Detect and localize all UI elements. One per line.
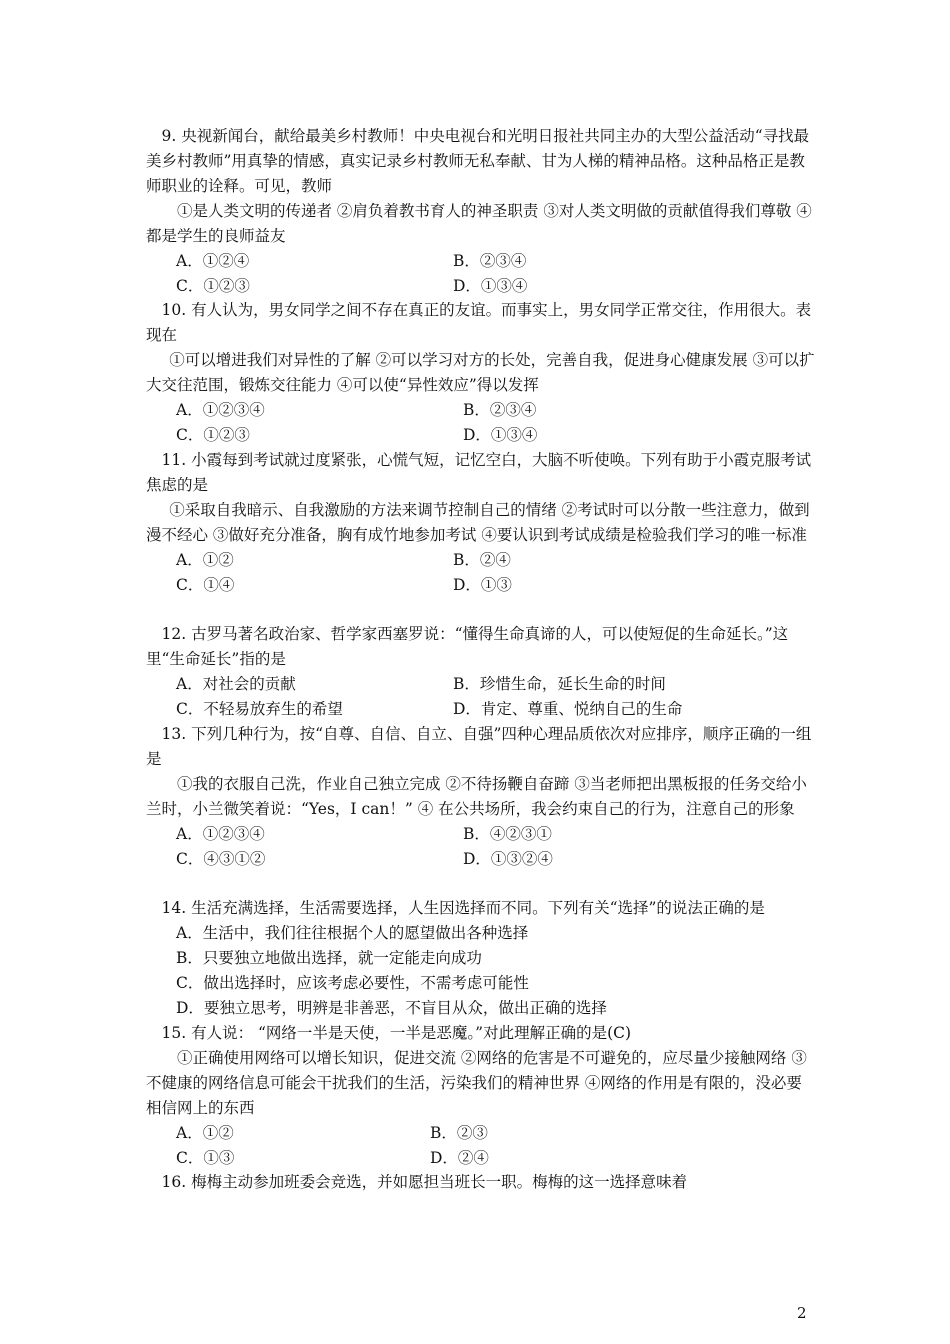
question-stem: 13. 下列几种行为，按“自尊、自信、自立、自强”四种心理品质依次对应排序，顺序正确的一组是	[146, 725, 812, 768]
option-c: C．不轻易放弃生的希望	[176, 700, 343, 718]
option-b: B．②③④	[463, 401, 537, 419]
option-a: A．①②	[176, 551, 234, 569]
question-stem: 9. 央视新闻台，献给最美乡村教师！中央电视台和光明日报社共同主办的大型公益活动“寻找最美乡村教师”用真挚的情感，真实记录乡村教师无私奉献、甘为人梯的精神品格。这种品格正是教师职业的诠释。可见，教师	[146, 127, 810, 195]
question-statements: ①正确使用网络可以增长知识，促进交流 ②网络的危害是不可避免的，应尽量少接触网络 ③不健康的网络信息可能会干扰我们的生活，污染我们的精神世界 ④网络的作用是有限的，没必要相信网上的东西	[146, 1049, 807, 1117]
option-c: C．①④	[176, 576, 235, 594]
option-d: D．要独立思考，明辨是非善恶，不盲目从众，做出正确的选择	[176, 999, 607, 1017]
options	[176, 822, 816, 872]
question-13	[146, 722, 816, 872]
option-a: A．①②	[176, 1124, 234, 1142]
options	[176, 398, 816, 448]
option-d: D．①③④	[463, 426, 538, 444]
option-a: A．生活中，我们往往根据个人的愿望做出各种选择	[176, 924, 529, 942]
option-c: C．做出选择时，应该考虑必要性，不需考虑可能性	[176, 974, 529, 992]
options	[176, 1121, 816, 1171]
option-d: D．①③	[453, 576, 512, 594]
question-statements: ①采取自我暗示、自我激励的方法来调节控制自己的情绪 ②考试时可以分散一些注意力，做到漫不经心 ③做好充分准备，胸有成竹地参加考试 ④要认识到考试成绩是检验我们学习的唯一标准	[146, 501, 810, 544]
question-stem: 16. 梅梅主动参加班委会竞选，并如愿担当班长一职。梅梅的这一选择意味着	[161, 1173, 688, 1191]
question-11	[146, 448, 816, 598]
question-16	[146, 1170, 816, 1195]
question-stem: 14. 生活充满选择，生活需要选择，人生因选择而不同。下列有关“选择”的说法正确的是	[161, 899, 765, 917]
question-stem: 12. 古罗马著名政治家、哲学家西塞罗说：“懂得生命真谛的人，可以使短促的生命延长。”这里“生命延长”指的是	[146, 625, 789, 668]
option-b: B．只要独立地做出选择，就一定能走向成功	[176, 949, 482, 967]
options	[176, 921, 816, 1021]
option-d: D．①③④	[453, 277, 528, 295]
option-a: A．①②③④	[176, 825, 265, 843]
options	[176, 672, 816, 722]
question-stem: 15. 有人说： “网络一半是天使，一半是恶魔。”对此理解正确的是(C)	[161, 1024, 632, 1042]
options	[176, 548, 816, 598]
option-d: D．①③②④	[463, 850, 553, 868]
option-b: B．②③④	[453, 252, 527, 270]
option-c: C．①②③	[176, 426, 250, 444]
option-b: B．②③	[430, 1124, 488, 1142]
option-b: B．珍惜生命，延长生命的时间	[453, 675, 666, 693]
question-statements: ①可以增进我们对异性的了解 ②可以学习对方的长处，完善自我，促进身心健康发展 ③可以扩大交往范围，锻炼交往能力 ④可以使“异性效应”得以发挥	[146, 351, 815, 394]
option-b: B．④②③①	[463, 825, 552, 843]
question-statements: ①是人类文明的传递者 ②肩负着教书育人的神圣职责 ③对人类文明做的贡献值得我们尊敬 ④都是学生的良师益友	[146, 202, 812, 245]
option-c: C．①②③	[176, 277, 250, 295]
option-d: D．②④	[430, 1149, 489, 1167]
question-10	[146, 298, 816, 448]
option-c: C．④③①②	[176, 850, 266, 868]
page-number: 2	[797, 1304, 807, 1322]
option-c: C．①③	[176, 1149, 235, 1167]
option-b: B．②④	[453, 551, 511, 569]
option-d: D．肯定、尊重、悦纳自己的生命	[453, 700, 683, 718]
question-15	[146, 1021, 816, 1171]
question-statements: ①我的衣服自己洗，作业自己独立完成 ②不待扬鞭自奋蹄 ③当老师把出黑板报的任务交给小兰时，小兰微笑着说：“Yes，I can！” ④ 在公共场所，我会约束自己的行为，注意自己的形象	[146, 775, 807, 818]
option-a: A．①②③④	[176, 401, 265, 419]
question-stem: 11. 小霞每到考试就过度紧张，心慌气短，记忆空白，大脑不听使唤。下列有助于小霞克服考试焦虑的是	[146, 451, 812, 494]
question-14	[146, 896, 816, 1021]
option-a: A．①②④	[176, 252, 250, 270]
options	[176, 249, 816, 299]
question-9	[146, 124, 816, 299]
question-stem: 10. 有人认为，男女同学之间不存在真正的友谊。而事实上，男女同学正常交往，作用很大。表现在	[146, 301, 812, 344]
question-12	[146, 622, 816, 722]
option-a: A．对社会的贡献	[176, 675, 296, 693]
